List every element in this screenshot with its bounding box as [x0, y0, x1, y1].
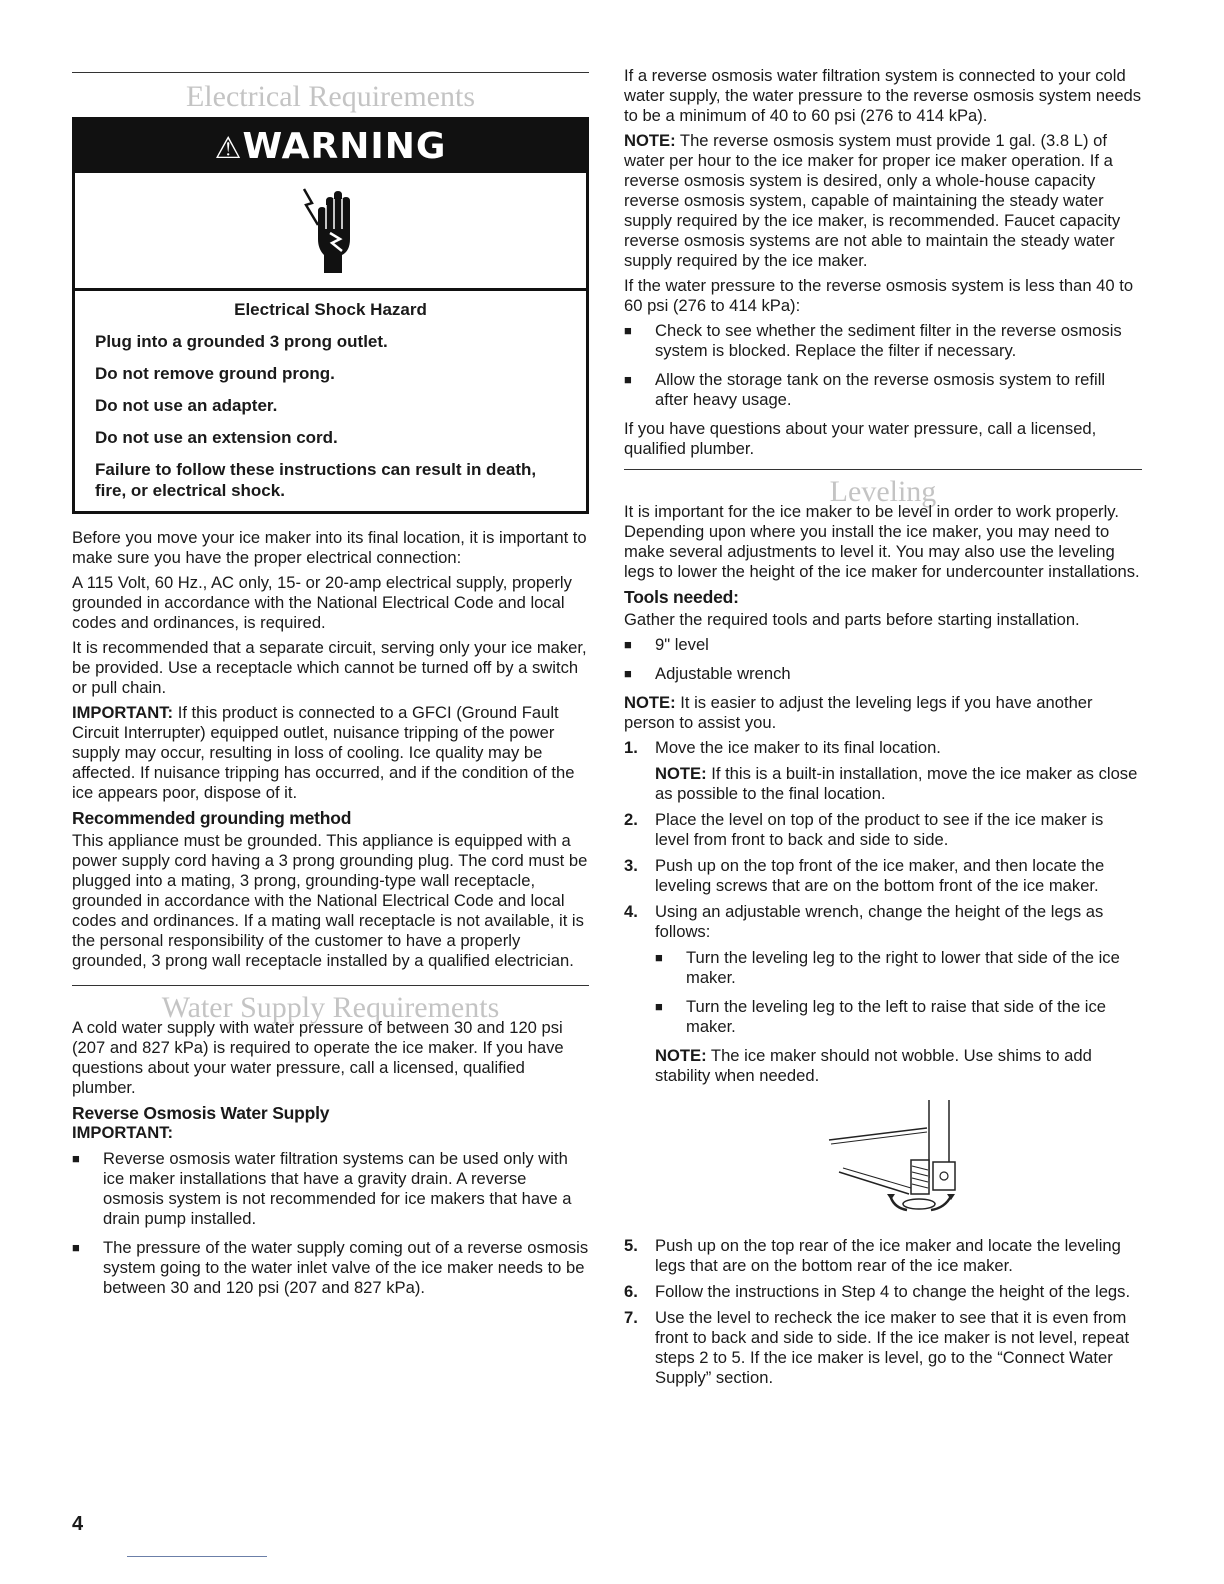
warning-line: Do not use an extension cord.: [95, 428, 338, 447]
warning-label: WARNING: [242, 126, 447, 167]
step-item: [624, 738, 1142, 804]
tools-heading: Tools needed:: [624, 587, 739, 607]
list-item: ■ 9" level: [624, 635, 1142, 655]
paragraph: A 115 Volt, 60 Hz., AC only, 15- or 20-amp electrical supply, properly grounded in accordance with the National Electrical Code and local codes and ordinances, is required.: [72, 573, 572, 632]
footer-rule: [127, 1556, 267, 1557]
note-text: The ice maker should not wobble. Use shims to add stability when needed.: [655, 1046, 1092, 1085]
step-text: Place the level on top of the product to see if the ice maker is level from front to back and side to side.: [655, 810, 1104, 849]
paragraph: If a reverse osmosis water filtration system is connected to your cold water supply, the water pressure to the reverse osmosis system needs to be a minimum of 40 to 60 psi (276 to 414 kPa).: [624, 66, 1142, 125]
page-number: 4: [72, 1513, 84, 1535]
leveling-leg-illustration: [655, 1100, 1142, 1220]
warning-line: Failure to follow these instructions can result in death, fire, or electrical shock.: [95, 460, 537, 500]
leveling-steps: [624, 738, 1142, 1388]
right-column: [624, 60, 1142, 1394]
warning-line: Do not remove ground prong.: [95, 364, 335, 383]
step-number: 1.: [624, 738, 638, 757]
note-label: NOTE:: [624, 693, 676, 712]
step-number: 2.: [624, 810, 638, 829]
step-item: [624, 856, 1142, 896]
step-number: 6.: [624, 1282, 638, 1301]
warning-line: Do not use an adapter.: [95, 396, 278, 415]
list-item: ■ Adjustable wrench: [624, 664, 1142, 684]
step-item: [624, 1282, 1142, 1302]
paragraph: If the water pressure to the reverse osmosis system is less than 40 to 60 psi (276 to 414 kPa):: [624, 276, 1134, 315]
electrical-requirements-heading: Electrical Requirements: [185, 80, 476, 113]
ro-important-label: IMPORTANT:: [72, 1123, 174, 1142]
electric-shock-hand-icon: [75, 173, 586, 291]
ro-bullet-list: [72, 1149, 589, 1298]
list-item: ■ Turn the leveling leg to the right to lower that side of the ice maker.: [655, 948, 1142, 988]
step-item: [624, 1308, 1142, 1388]
paragraph: It is important for the ice maker to be level in order to work properly. Depending upon where you install the ice maker, you may need to make several adjustments to level it. You may also use the leveling legs to lower the height of the ice maker for undercounter installations.: [624, 502, 1140, 581]
important-paragraph: [72, 703, 589, 803]
paragraph: If you have questions about your water pressure, call a licensed, qualified plumber.: [624, 419, 1097, 458]
note-text: If this is a built-in installation, move the ice maker as close as possible to the final location.: [655, 764, 1138, 803]
step-number: 7.: [624, 1308, 638, 1327]
water-supply-heading: Water Supply Requirements: [161, 991, 500, 1024]
step-number: 3.: [624, 856, 638, 875]
note-label: NOTE:: [624, 131, 676, 150]
note-paragraph: [624, 131, 1142, 271]
step-text: Follow the instructions in Step 4 to change the height of the legs.: [655, 1282, 1131, 1301]
important-text: If this product is connected to a GFCI (Ground Fault Circuit Interrupter) equipped outlet, nuisance tripping of the power supply may occur, resulting in loss of cooling. Ice quality may be affected. If nuisance tripping has occurred, and if the condition of the ice appears poor, dispose of it.: [72, 703, 575, 802]
list-item: ■ Reverse osmosis water filtration systems can be used only with ice maker installations that have a gravity drain. A reverse osmosis system is not recommended for ice makers that have a drain pump installed.: [72, 1149, 589, 1229]
paragraph: It is recommended that a separate circuit, serving only your ice maker, be provided. Use a receptacle which cannot be turned off by a switch or pull chain.: [72, 638, 587, 697]
step-note: [655, 764, 1142, 804]
warning-line: Plug into a grounded 3 prong outlet.: [95, 332, 388, 351]
paragraph: Gather the required tools and parts before starting installation.: [624, 610, 1080, 629]
step-item: [624, 1236, 1142, 1276]
list-item: ■ Turn the leveling leg to the left to raise that side of the ice maker.: [655, 997, 1142, 1037]
step4-bullets: [655, 948, 1142, 1037]
step-note: [655, 1046, 1142, 1086]
warning-title: Electrical Shock Hazard: [234, 300, 427, 319]
warning-header: [75, 120, 586, 173]
paragraph: Before you move your ice maker into its final location, it is important to make sure you have the proper electrical connection:: [72, 528, 587, 567]
list-item: ■ The pressure of the water supply coming out of a reverse osmosis system going to the water inlet valve of the ice maker needs to be between 30 and 120 psi (207 and 827 kPa).: [72, 1238, 589, 1298]
section-divider: [72, 985, 589, 986]
note-paragraph: [624, 693, 1142, 733]
left-column: [72, 60, 589, 1307]
step-item: [624, 810, 1142, 850]
note-text: It is easier to adjust the leveling legs if you have another person to assist you.: [624, 693, 1093, 732]
paragraph: A cold water supply with water pressure of between 30 and 120 psi (207 and 827 kPa) is required to operate the ice maker. If you have questions about your water pressure, call a licensed, qualified plumber.: [72, 1018, 564, 1097]
section-divider: [72, 72, 589, 73]
step-item: [624, 902, 1142, 1220]
warning-triangle-icon: ⚠: [214, 131, 243, 166]
step-text: Using an adjustable wrench, change the height of the legs as follows:: [655, 902, 1104, 941]
important-label: IMPORTANT:: [72, 703, 174, 722]
low-pressure-list: [624, 321, 1142, 410]
tools-list: [624, 635, 1142, 684]
note-label: NOTE:: [655, 764, 707, 783]
step-text: Push up on the top rear of the ice maker and locate the leveling legs that are on the bottom rear of the ice maker.: [655, 1236, 1121, 1275]
list-item: ■ Allow the storage tank on the reverse osmosis system to refill after heavy usage.: [624, 370, 1142, 410]
warning-body: [75, 291, 586, 511]
step-text: Move the ice maker to its final location.: [655, 738, 941, 757]
section-divider: [624, 469, 1142, 470]
paragraph: This appliance must be grounded. This appliance is equipped with a power supply cord having a 3 prong grounding plug. The cord must be plugged into a mating, 3 prong, grounding-type wall receptacle, grounded in accordance with the National Electrical Code and local codes and ordinances. If a mating wall receptacle is not available, it is the personal responsibility of the customer to have a properly grounded, 3 prong wall receptacle installed by a qualified electrician.: [72, 831, 588, 970]
step-number: 5.: [624, 1236, 638, 1255]
note-label: NOTE:: [655, 1046, 707, 1065]
step-number: 4.: [624, 902, 638, 921]
note-text: The reverse osmosis system must provide 1 gal. (3.8 L) of water per hour to the ice maker for proper ice maker operation. If a reverse osmosis system is desired, only a whole-house capacity reverse osmosis system, capable of maintaining the steady water supply required by the ice maker, is recommended. Faucet capacity reverse osmosis systems are not able to maintain the steady water supply required by the ice maker.: [624, 131, 1121, 270]
warning-box: [72, 117, 589, 514]
step-text: Use the level to recheck the ice maker to see that it is even from front to back and side to side. If the ice maker is not level, repeat steps 2 to 5. If the ice maker is level, go to the “Connect Water Supply” section.: [655, 1308, 1130, 1387]
grounding-heading: Recommended grounding method: [72, 808, 352, 828]
reverse-osmosis-heading: Reverse Osmosis Water Supply: [72, 1103, 330, 1123]
step-text: Push up on the top front of the ice maker, and then locate the leveling screws that are on the bottom front of the ice maker.: [655, 856, 1105, 895]
list-item: ■ Check to see whether the sediment filter in the reverse osmosis system is blocked. Replace the filter if necessary.: [624, 321, 1142, 361]
leveling-heading: Leveling: [829, 475, 937, 508]
